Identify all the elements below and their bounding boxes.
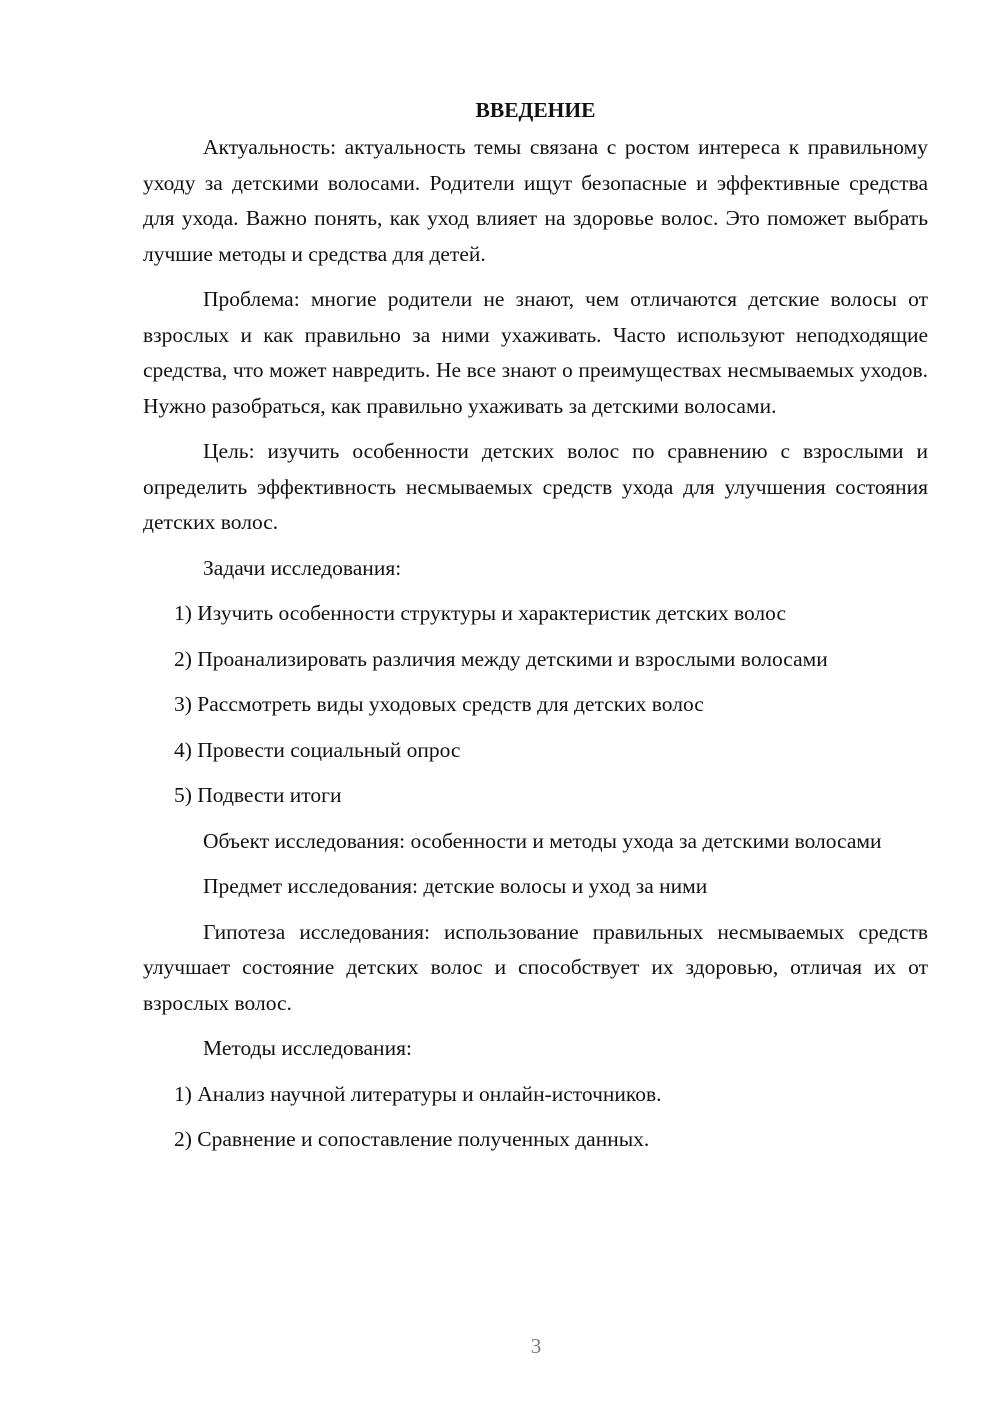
paragraph-object: Объект исследования: особенности и методы ухода за детскими волосами (203, 828, 882, 853)
paragraph-tasks-heading: Задачи исследования: (203, 555, 402, 580)
task-item-5: 5) Подвести итоги (174, 783, 342, 807)
task-item-3: 3) Рассмотреть виды уходовых средств для детских волос (174, 692, 704, 716)
task-item-4: 4) Провести социальный опрос (174, 737, 461, 762)
paragraph-goal: Цель: изучить особенности детских волос по сравнению с взрослыми и определить эффективность несмываемых средств ухода для улучшения состояния детских волос. (143, 439, 928, 534)
task-item-1: 1) Изучить особенности структуры и характеристик детских волос (174, 601, 786, 625)
paragraph-relevance: Актуальность: актуальность темы связана с ростом интереса к правильному уходу за детскими волосами. Родители ищут безопасные и эффективные средства для ухода. Важно понять, как уход влияет на здоровье волос. Это поможет выбрать лучшие методы и средства для детей. (143, 135, 928, 266)
task-item-2: 2) Проанализировать различия между детскими и взрослыми волосами (174, 646, 828, 671)
paragraph-problem: Проблема: многие родители не знают, чем отличаются детские волосы от взрослых и как правильно за ними ухаживать. Часто используют неподходящие средства, что может навредить. Не все знают о преимуществах несмываемых уходов. Нужно разобраться, как правильно ухаживать за детскими волосами. (143, 287, 928, 418)
section-title: ВВЕДЕНИЕ (475, 98, 596, 122)
page-number: 3 (530, 1334, 542, 1358)
paragraph-hypothesis: Гипотеза исследования: использование правильных несмываемых средств улучшает состояние детских волос и способствует их здоровью, отличая их от взрослых волос. (143, 919, 928, 1015)
page-body (143, 95, 928, 1168)
paragraph-methods-heading: Методы исследования: (203, 1036, 412, 1060)
method-item-1: 1) Анализ научной литературы и онлайн-источников. (174, 1081, 662, 1106)
paragraph-subject: Предмет исследования: детские волосы и уход за ними (203, 874, 708, 898)
method-item-2: 2) Сравнение и сопоставление полученных данных. (174, 1127, 650, 1151)
